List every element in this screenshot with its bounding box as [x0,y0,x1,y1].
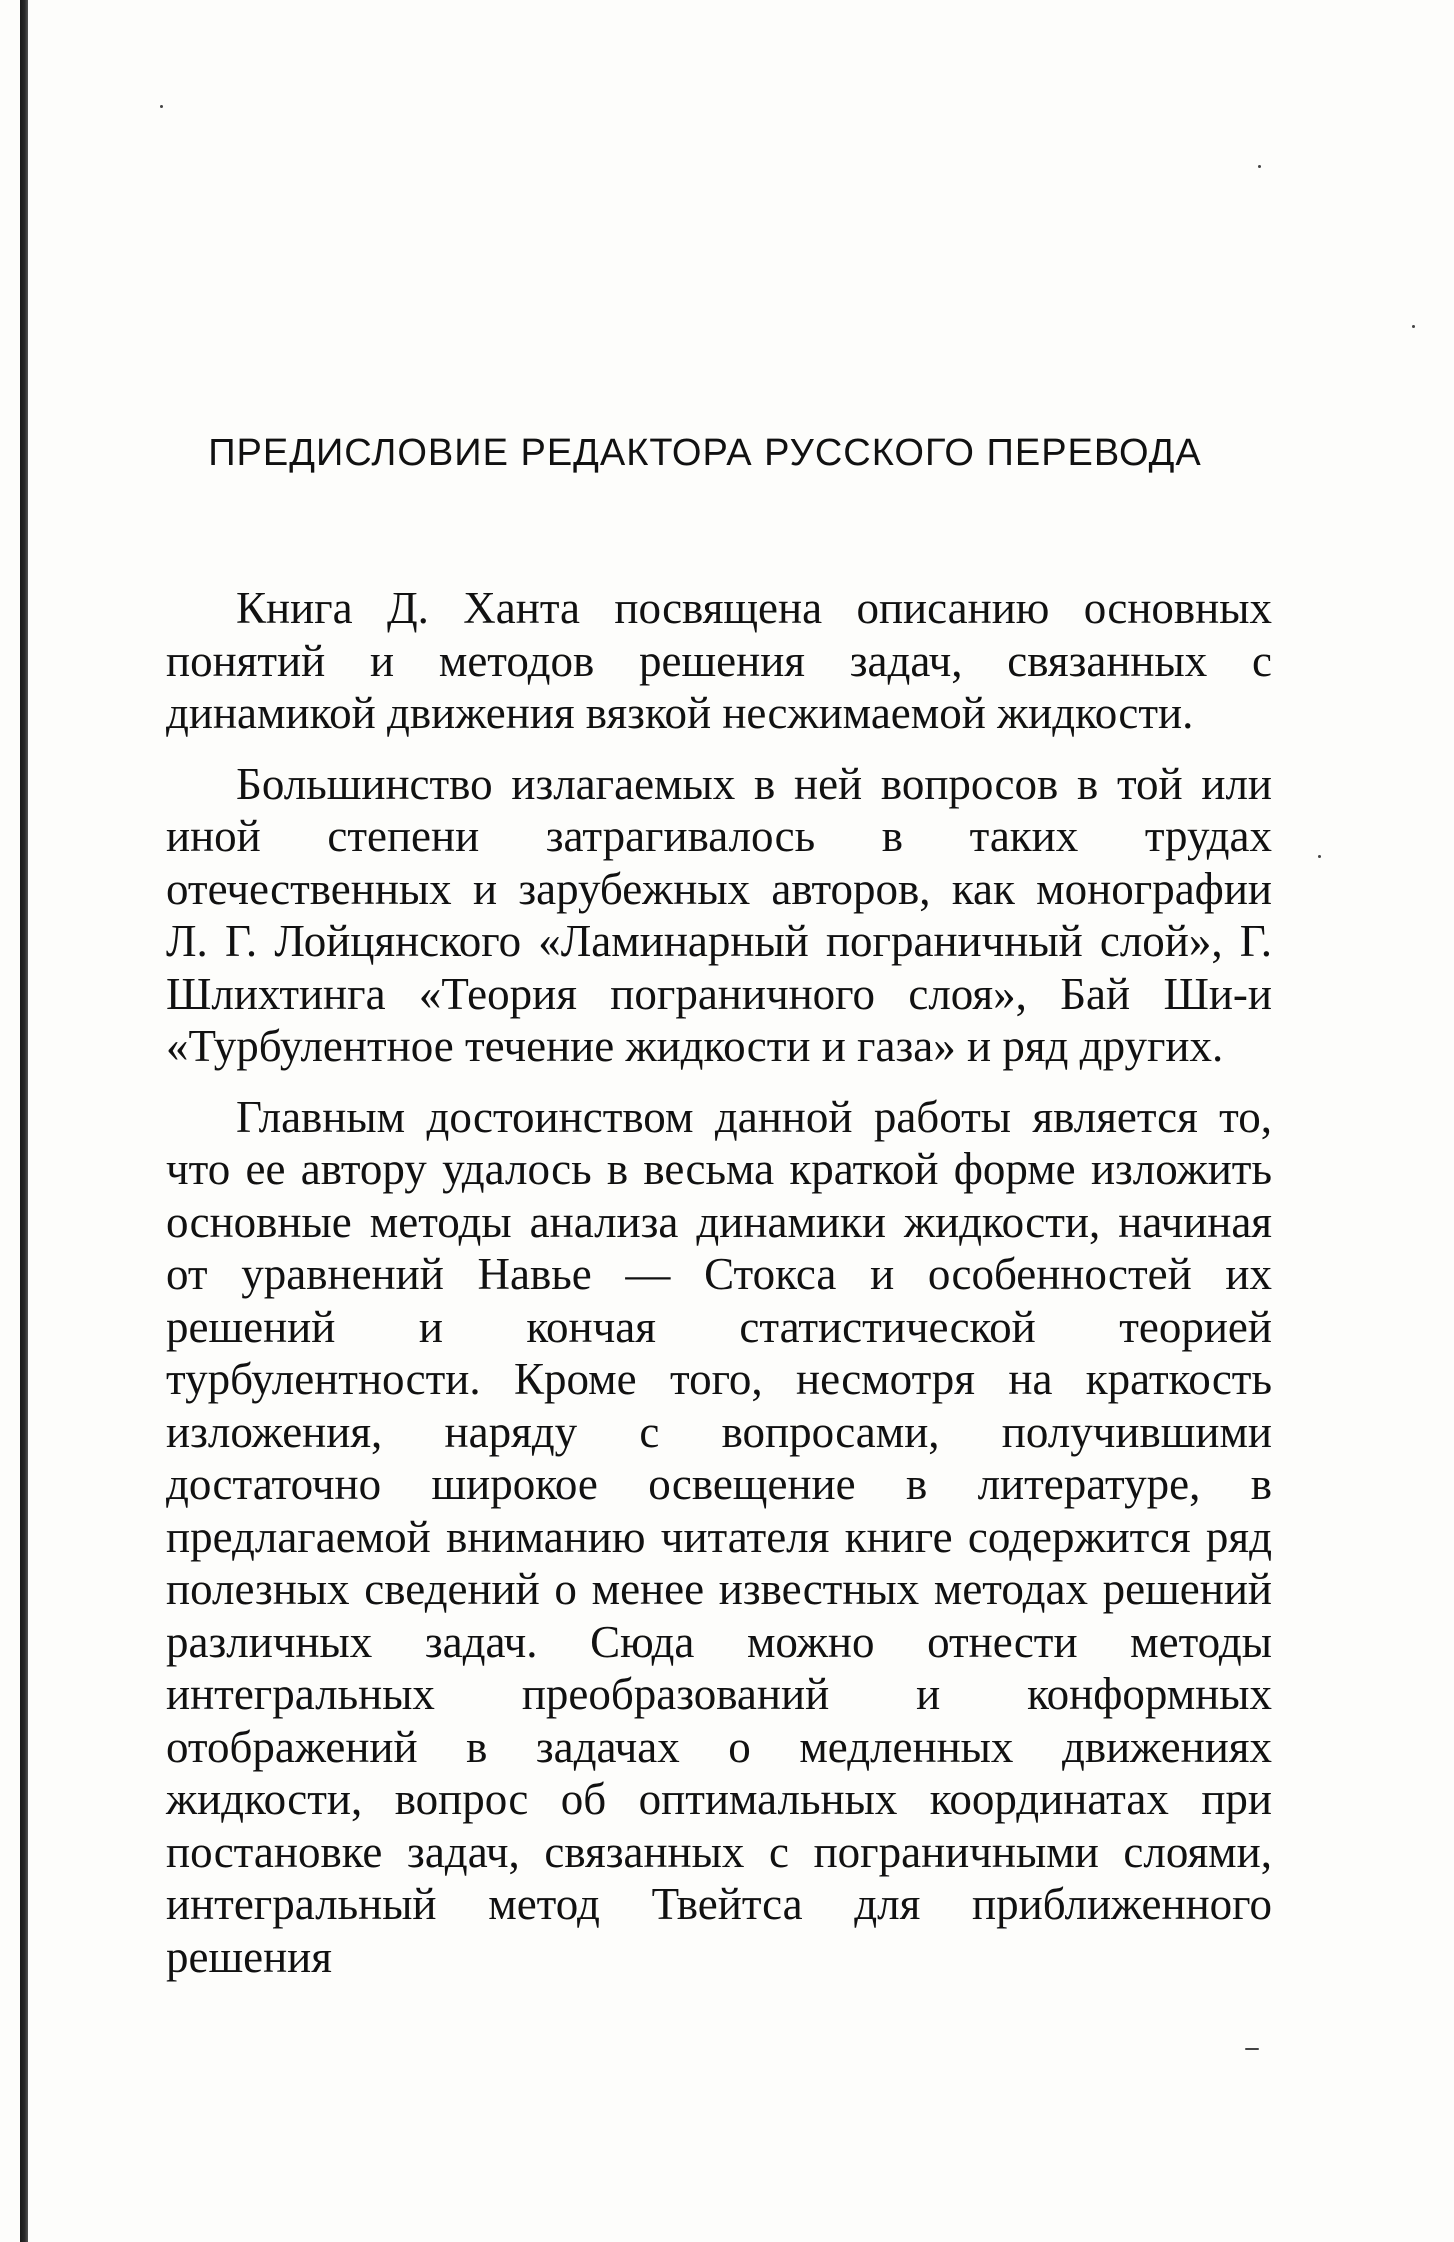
scan-speck [1412,325,1415,328]
paragraph-1: Книга Д. Ханта посвящена описанию основных понятий и методов решения задач, связанных с динамикой движения вязкой несжимаемой жидкости. [166,583,1272,738]
paragraph-2: Большинство излагаемых в ней вопросов в той или иной степени затрагивалось в таких трудах отечественных и зарубежных авторов, как монографии Л. Г. Лойцянского «Ламинарный пограничный слой», Г. Шлихтинга «Теория пограничного слоя», Бай Ши-и «Турбулентное течение жидкости и газа» и ряд других. [166,758,1272,1071]
paragraph-3: Главным достоинством данной работы является то, что ее автору удалось в весьма краткой форме изложить основные методы анализа динамики жидкости, начиная от уравнений Навье — Стокса и особенностей их решений и кончая статистической теорией турбулентности. Кроме того, несмотря на краткость изложения, наряду с вопросами, получившими достаточно широкое освещение в литературе, в предлагаемой вниманию читателя книге содержится ряд полезных сведений о менее известных методах решений различных задач. Сюда можно отнести методы интегральных преобразований и конформных отображений в задачах о медленных движениях жидкости, вопрос об оптимальных координатах при постановке задач, связанных с пограничными слоями, интегральный метод Твейтса для приближенного решения [166,1091,1272,1982]
body-text [166,582,1272,2001]
scan-speck [1258,165,1261,168]
scan-speck [1318,855,1321,858]
scan-speck [160,105,163,108]
page-title: ПРЕДИСЛОВИЕ РЕДАКТОРА РУССКОГО ПЕРЕВОДА [208,432,1202,474]
scan-speck [1245,2048,1259,2050]
binding-edge [20,0,28,2242]
